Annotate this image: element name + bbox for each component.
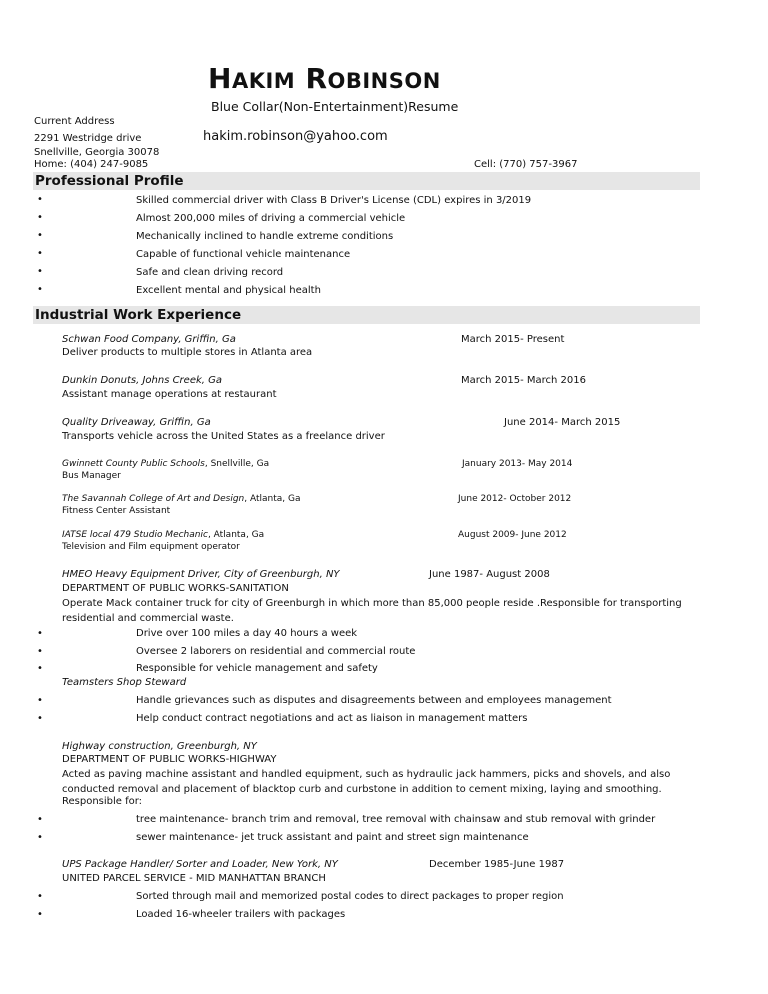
- bullet: •: [37, 909, 43, 920]
- name-last-initial: R: [305, 62, 328, 95]
- job-title-text: HMEO Heavy Equipment Driver, City of Greenburgh, NY: [62, 569, 340, 580]
- profile-item: Capable of functional vehicle maintenance: [136, 249, 351, 260]
- bullet: •: [37, 266, 43, 277]
- job-title-text: Highway construction, Greenburgh, NY: [62, 741, 257, 752]
- bullet: •: [37, 212, 43, 223]
- job-bullet: Loaded 16-wheeler trailers with packages: [136, 909, 346, 920]
- job-description: Television and Film equipment operator: [62, 542, 240, 552]
- email-address: hakim.robinson@yahoo.com: [203, 129, 388, 144]
- job-date: March 2015- Present: [461, 334, 565, 345]
- bullet: •: [37, 663, 43, 674]
- job-description: Transports vehicle across the United States as a freelance driver: [62, 431, 385, 442]
- profile-item: Mechanically inclined to handle extreme conditions: [136, 231, 394, 242]
- bullet: •: [37, 713, 43, 724]
- city-address: Snellville, Georgia 30078: [34, 147, 160, 158]
- bullet: •: [37, 814, 43, 825]
- job-description: Fitness Center Assistant: [62, 506, 171, 516]
- steward-title: [62, 677, 186, 688]
- job-bullet: Sorted through mail and memorized postal codes to direct packages to proper region: [136, 891, 564, 902]
- address-label: Current Address: [34, 116, 115, 127]
- job-bullet: tree maintenance- branch trim and removal, tree removal with chainsaw and stub removal with grinder: [136, 814, 656, 825]
- job-description: Bus Manager: [62, 471, 121, 481]
- steward-title-text: Teamsters Shop Steward: [62, 677, 187, 688]
- resume-name: [208, 62, 441, 95]
- job-department: DEPARTMENT OF PUBLIC WORKS-SANITATION: [62, 583, 289, 594]
- cell-phone: Cell: (770) 757-3967: [474, 159, 578, 170]
- profile-item: Safe and clean driving record: [136, 267, 284, 278]
- job-title: [62, 569, 340, 580]
- job-date: March 2015- March 2016: [461, 375, 587, 386]
- name-last-rest: OBINSON: [327, 69, 441, 93]
- bullet: •: [37, 695, 43, 706]
- job-title: [62, 417, 211, 428]
- job-department: DEPARTMENT OF PUBLIC WORKS-HIGHWAY: [62, 754, 277, 765]
- job-department: UNITED PARCEL SERVICE - MID MANHATTAN BRANCH: [62, 873, 326, 884]
- job-bullet: Oversee 2 laborers on residential and commercial route: [136, 646, 416, 657]
- job-title: [62, 459, 269, 469]
- job-date: January 2013- May 2014: [462, 459, 573, 469]
- job-bullet: Drive over 100 miles a day 40 hours a week: [136, 628, 358, 639]
- street-address: 2291 Westridge drive: [34, 133, 142, 144]
- job-date: June 2012- October 2012: [458, 494, 572, 504]
- job-title-italic: IATSE local 479 Studio Mechanic: [62, 530, 208, 540]
- name-first-rest: AKIM: [231, 69, 296, 93]
- job-date: June 1987- August 2008: [429, 569, 550, 580]
- job-bullet: Handle grievances such as disputes and disagreements between and employees management: [136, 695, 612, 706]
- bullet: •: [37, 194, 43, 205]
- profile-item: Excellent mental and physical health: [136, 285, 321, 296]
- job-title-location: , Atlanta, Ga: [244, 494, 301, 504]
- job-date: June 2014- March 2015: [504, 417, 621, 428]
- name-first-initial: H: [208, 62, 232, 95]
- job-title-italic: The Savannah College of Art and Design: [62, 494, 245, 504]
- job-description: Deliver products to multiple stores in Atlanta area: [62, 347, 313, 358]
- bullet: •: [37, 646, 43, 657]
- job-title-text: Quality Driveaway, Griffin, Ga: [62, 417, 211, 428]
- job-date: August 2009- June 2012: [458, 530, 567, 540]
- job-title-location: , Atlanta, Ga: [207, 530, 265, 540]
- job-description: Operate Mack container truck for city of Greenburgh in which more than 85,000 people reside .Responsible for transporting residential and commercial waste.: [62, 598, 682, 624]
- job-description: Assistant manage operations at restaurant: [62, 389, 277, 400]
- bullet: •: [37, 891, 43, 902]
- bullet: •: [37, 284, 43, 295]
- job-title: [62, 334, 236, 345]
- section-professional-profile: Professional Profile: [33, 172, 700, 190]
- job-bullet: Help conduct contract negotiations and act as liaison in management matters: [136, 713, 528, 724]
- home-phone: Home: (404) 247-9085: [34, 159, 149, 170]
- job-bullet: sewer maintenance- jet truck assistant and paint and street sign maintenance: [136, 832, 529, 843]
- job-title-text: Schwan Food Company, Griffin, Ga: [62, 334, 236, 345]
- profile-item: Skilled commercial driver with Class B Driver's License (CDL) expires in 3/2019: [136, 195, 532, 206]
- bullet: •: [37, 230, 43, 241]
- job-title-text: UPS Package Handler/ Sorter and Loader, New York, NY: [62, 859, 338, 870]
- job-bullet: Responsible for vehicle management and safety: [136, 663, 378, 674]
- section-work-experience: Industrial Work Experience: [33, 306, 700, 324]
- job-title-italic: Gwinnett County Public Schools: [62, 459, 205, 469]
- job-date: December 1985-June 1987: [429, 859, 565, 870]
- resume-subtitle: Blue Collar(Non-Entertainment)Resume: [211, 99, 459, 114]
- job-title: [62, 530, 264, 540]
- job-title: [62, 494, 300, 504]
- profile-item: Almost 200,000 miles of driving a commercial vehicle: [136, 213, 406, 224]
- job-title-text: Dunkin Donuts, Johns Creek, Ga: [62, 375, 222, 386]
- job-title-location: , Snellville, Ga: [204, 459, 270, 469]
- bullet: •: [37, 832, 43, 843]
- job-description: Acted as paving machine assistant and handled equipment, such as hydraulic jack hammers, picks and shovels, and also conducted removal and placement of blacktop curb and curbstone in addition to cement mixing, laying and smoothing.: [62, 769, 671, 795]
- bullet: •: [37, 248, 43, 259]
- job-title: [62, 375, 222, 386]
- job-title: [62, 741, 257, 752]
- job-title: [62, 859, 338, 870]
- bullet: •: [37, 628, 43, 639]
- responsible-label: Responsible for:: [62, 796, 143, 807]
